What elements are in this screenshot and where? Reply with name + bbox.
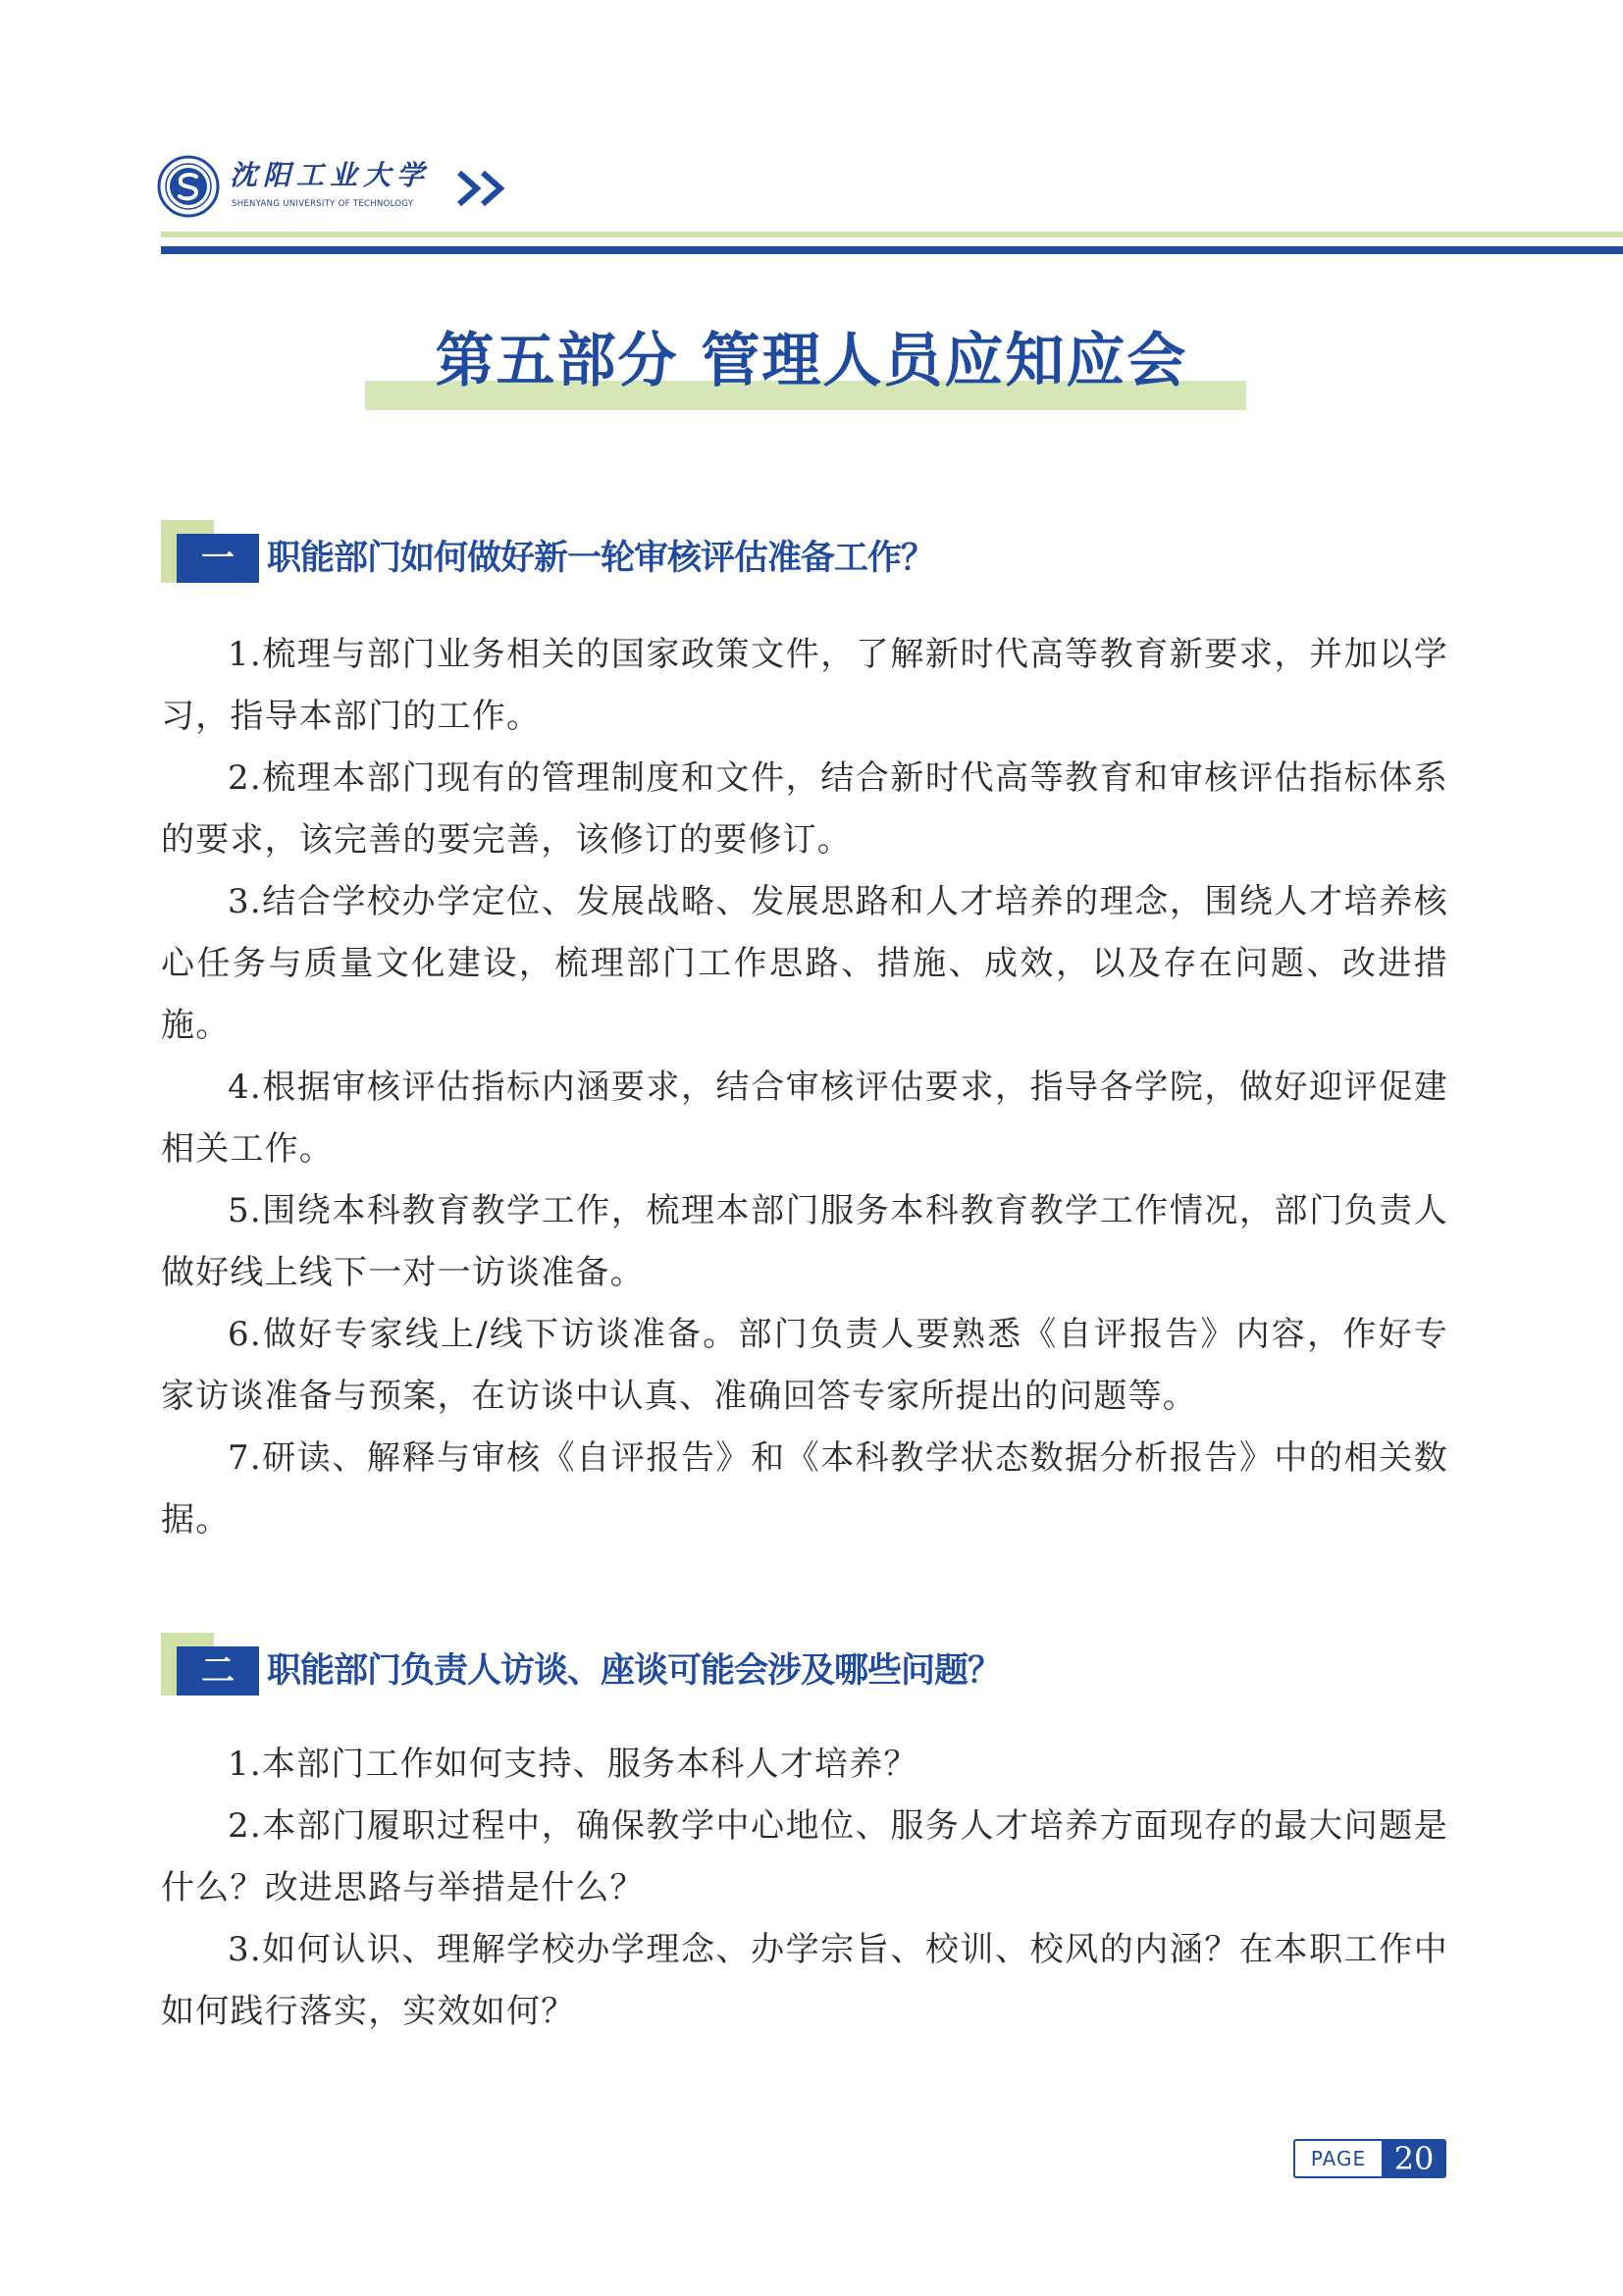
section-body: [161, 624, 1448, 1551]
page-title: 第五部分 管理人员应知应会: [435, 327, 1188, 395]
section-number: 一: [177, 534, 259, 583]
header-rule-green: [161, 232, 1623, 237]
section-number: 二: [177, 1646, 259, 1696]
double-chevron-right-icon: [453, 167, 522, 210]
paragraph: 4.根据审核评估指标内涵要求，结合审核评估要求，指导各学院，做好迎评促建相关工作。: [161, 1068, 1448, 1169]
paragraph: 2.本部门履职过程中，确保教学中心地位、服务人才培养方面现存的最大问题是什么？改进思路与举措是什么？: [161, 1806, 1448, 1907]
paragraph: 2.梳理本部门现有的管理制度和文件，结合新时代高等教育和审核评估指标体系的要求，该完善的要完善，该修订的要修订。: [161, 758, 1448, 860]
page-number-badge: [1293, 2139, 1446, 2178]
section-title: 职能部门如何做好新一轮审核评估准备工作？: [267, 539, 935, 578]
paragraph: 7.研读、解释与审核《自评报告》和《本科教学状态数据分析报告》中的相关数据。: [161, 1438, 1448, 1539]
paragraph: 1.梳理与部门业务相关的国家政策文件，了解新时代高等教育新要求，并加以学习，指导本部门的工作。: [161, 635, 1448, 736]
university-name: 沈阳工业大学: [230, 159, 431, 191]
section-heading: [161, 520, 1437, 599]
paragraph: 3.如何认识、理解学校办学理念、办学宗旨、校训、校风的内涵？在本职工作中如何践行落实，实效如何？: [161, 1930, 1448, 2031]
paragraph: 1.本部门工作如何支持、服务本科人才培养？: [228, 1745, 918, 1784]
paragraph: 3.结合学校办学定位、发展战略、发展思路和人才培养的理念，围绕人才培养核心任务与质量文化建设，梳理部门工作思路、措施、成效，以及存在问题、改进措施。: [161, 882, 1448, 1045]
page-header: [0, 0, 1623, 255]
section-body: [161, 1734, 1448, 2043]
section-title: 职能部门负责人访谈、座谈可能会涉及哪些问题？: [267, 1651, 1002, 1691]
paragraph: 6.做好专家线上/线下访谈准备。部门负责人要熟悉《自评报告》内容，作好专家访谈准备与预案，在访谈中认真、准确回答专家所提出的问题等。: [161, 1315, 1448, 1416]
header-rule-blue: [161, 246, 1623, 254]
university-name-en: SHENYANG UNIVERSITY OF TECHNOLOGY: [232, 199, 414, 209]
section-heading: [161, 1633, 1437, 1711]
page-number: 20: [1382, 2141, 1446, 2176]
paragraph: 5.围绕本科教育教学工作，梳理本部门服务本科教育教学工作情况，部门负责人做好线上线下一对一访谈准备。: [161, 1191, 1448, 1292]
university-seal-icon: [157, 155, 220, 218]
page-label: PAGE: [1310, 2147, 1367, 2170]
